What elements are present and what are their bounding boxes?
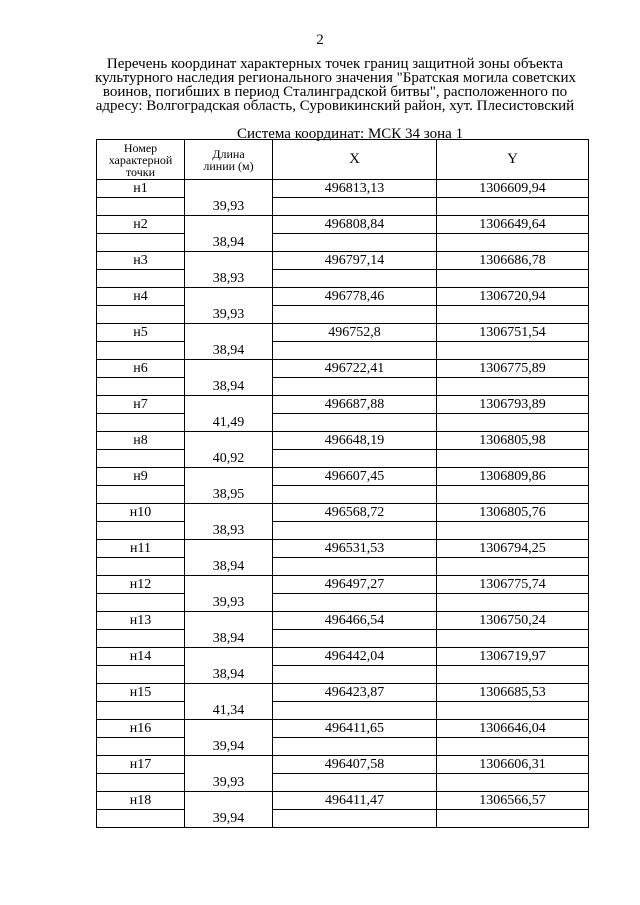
empty-cell: [185, 684, 273, 702]
empty-cell: [437, 522, 589, 540]
x-coordinate-cell: 496808,84: [273, 216, 437, 234]
x-coordinate-cell: 496813,13: [273, 180, 437, 198]
table-row: [97, 738, 589, 756]
y-coordinate-cell: 1306646,04: [437, 720, 589, 738]
title-line: культурного наследия регионального значения "Братская могила советских: [95, 70, 576, 86]
empty-cell: [437, 234, 589, 252]
table-row: [97, 594, 589, 612]
header-text: Номер: [123, 140, 158, 155]
empty-cell: [97, 414, 185, 432]
table-row: [97, 630, 589, 648]
table-row: [97, 702, 589, 720]
empty-cell: [437, 414, 589, 432]
y-coordinate-cell: 1306751,54: [437, 324, 589, 342]
point-number-cell: н8: [97, 432, 185, 450]
empty-cell: [185, 468, 273, 486]
table-row: [97, 252, 589, 270]
empty-cell: [273, 414, 437, 432]
empty-cell: [97, 630, 185, 648]
x-coordinate-cell: 496531,53: [273, 540, 437, 558]
header-x: X: [273, 140, 437, 180]
point-number-cell: н14: [97, 648, 185, 666]
line-length-cell: 41,34: [185, 702, 273, 720]
line-length-cell: 38,94: [185, 234, 273, 252]
line-length-cell: 39,93: [185, 594, 273, 612]
line-length-cell: 39,94: [185, 810, 273, 828]
line-length-cell: 38,94: [185, 378, 273, 396]
header-line-length: [185, 140, 273, 180]
empty-cell: [97, 450, 185, 468]
empty-cell: [437, 486, 589, 504]
table-row: [97, 432, 589, 450]
point-number-cell: н4: [97, 288, 185, 306]
empty-cell: [437, 270, 589, 288]
empty-cell: [273, 702, 437, 720]
table-row: [97, 756, 589, 774]
empty-cell: [273, 666, 437, 684]
empty-cell: [185, 612, 273, 630]
point-number-cell: н7: [97, 396, 185, 414]
x-coordinate-cell: 496752,8: [273, 324, 437, 342]
table-row: [97, 522, 589, 540]
x-coordinate-cell: 496797,14: [273, 252, 437, 270]
point-number-cell: н15: [97, 684, 185, 702]
empty-cell: [437, 810, 589, 828]
x-coordinate-cell: 496411,47: [273, 792, 437, 810]
point-number-cell: н13: [97, 612, 185, 630]
y-coordinate-cell: 1306794,25: [437, 540, 589, 558]
empty-cell: [437, 594, 589, 612]
header-text: характерной: [108, 152, 173, 167]
line-length-cell: 38,94: [185, 558, 273, 576]
coordinate-system-label: Система координат: МСК 34 зона 1: [237, 126, 464, 142]
point-number-cell: н9: [97, 468, 185, 486]
title-line: воинов, погибших в период Сталинградской битвы", расположенного по: [102, 84, 568, 100]
table-row: [97, 306, 589, 324]
empty-cell: [437, 198, 589, 216]
table-row: [97, 792, 589, 810]
empty-cell: [437, 378, 589, 396]
empty-cell: [185, 648, 273, 666]
line-length-cell: 41,49: [185, 414, 273, 432]
line-length-cell: 38,94: [185, 342, 273, 360]
empty-cell: [273, 558, 437, 576]
empty-cell: [273, 198, 437, 216]
empty-cell: [273, 450, 437, 468]
header-point-number: [97, 140, 185, 180]
table-row: [97, 648, 589, 666]
table-row: [97, 396, 589, 414]
empty-cell: [273, 522, 437, 540]
table-body: [97, 180, 589, 828]
table-row: [97, 342, 589, 360]
document-title: [95, 57, 575, 113]
empty-cell: [273, 270, 437, 288]
table-row: [97, 360, 589, 378]
x-coordinate-cell: 496778,46: [273, 288, 437, 306]
empty-cell: [185, 432, 273, 450]
empty-cell: [185, 576, 273, 594]
header-text: точки: [125, 164, 156, 179]
y-coordinate-cell: 1306775,74: [437, 576, 589, 594]
point-number-cell: н11: [97, 540, 185, 558]
empty-cell: [97, 594, 185, 612]
y-coordinate-cell: 1306685,53: [437, 684, 589, 702]
header-y: Y: [437, 140, 589, 180]
empty-cell: [437, 774, 589, 792]
y-coordinate-cell: 1306566,57: [437, 792, 589, 810]
empty-cell: [273, 594, 437, 612]
header-text: Длина: [212, 146, 245, 161]
empty-cell: [437, 342, 589, 360]
empty-cell: [437, 306, 589, 324]
y-coordinate-cell: 1306719,97: [437, 648, 589, 666]
empty-cell: [97, 198, 185, 216]
table-row: [97, 576, 589, 594]
table-row: [97, 684, 589, 702]
point-number-cell: н2: [97, 216, 185, 234]
empty-cell: [97, 810, 185, 828]
y-coordinate-cell: 1306720,94: [437, 288, 589, 306]
table-row: [97, 270, 589, 288]
x-coordinate-cell: 496466,54: [273, 612, 437, 630]
empty-cell: [185, 252, 273, 270]
y-coordinate-cell: 1306793,89: [437, 396, 589, 414]
empty-cell: [273, 738, 437, 756]
empty-cell: [185, 360, 273, 378]
point-number-cell: н3: [97, 252, 185, 270]
coordinates-table: [96, 139, 589, 828]
table-row: [97, 324, 589, 342]
table-header-row: [97, 140, 589, 180]
empty-cell: [273, 486, 437, 504]
point-number-cell: н18: [97, 792, 185, 810]
empty-cell: [97, 558, 185, 576]
table-row: [97, 540, 589, 558]
line-length-cell: 39,93: [185, 306, 273, 324]
x-coordinate-cell: 496442,04: [273, 648, 437, 666]
empty-cell: [185, 180, 273, 198]
x-coordinate-cell: 496568,72: [273, 504, 437, 522]
line-length-cell: 39,93: [185, 774, 273, 792]
y-coordinate-cell: 1306609,94: [437, 180, 589, 198]
y-coordinate-cell: 1306805,76: [437, 504, 589, 522]
title-line: Перечень координат характерных точек границ защитной зоны объекта: [106, 56, 564, 72]
x-coordinate-cell: 496497,27: [273, 576, 437, 594]
table-row: [97, 558, 589, 576]
x-coordinate-cell: 496648,19: [273, 432, 437, 450]
table-row: [97, 378, 589, 396]
header-text: линии (м): [203, 158, 254, 173]
empty-cell: [437, 738, 589, 756]
y-coordinate-cell: 1306805,98: [437, 432, 589, 450]
table-row: [97, 180, 589, 198]
empty-cell: [97, 234, 185, 252]
empty-cell: [437, 450, 589, 468]
empty-cell: [97, 342, 185, 360]
empty-cell: [97, 702, 185, 720]
point-number-cell: н10: [97, 504, 185, 522]
line-length-cell: 39,94: [185, 738, 273, 756]
empty-cell: [97, 774, 185, 792]
empty-cell: [437, 666, 589, 684]
empty-cell: [185, 792, 273, 810]
empty-cell: [97, 486, 185, 504]
line-length-cell: 38,93: [185, 270, 273, 288]
line-length-cell: 38,93: [185, 522, 273, 540]
empty-cell: [185, 540, 273, 558]
x-coordinate-cell: 496607,45: [273, 468, 437, 486]
table-row: [97, 612, 589, 630]
empty-cell: [273, 378, 437, 396]
line-length-cell: 38,94: [185, 630, 273, 648]
title-line: адресу: Волгоградская область, Суровикинский район, хут. Плесистовский: [95, 98, 575, 114]
table-row: [97, 666, 589, 684]
table-row: [97, 450, 589, 468]
empty-cell: [437, 558, 589, 576]
y-coordinate-cell: 1306750,24: [437, 612, 589, 630]
empty-cell: [273, 810, 437, 828]
table-row: [97, 486, 589, 504]
empty-cell: [185, 504, 273, 522]
empty-cell: [273, 306, 437, 324]
line-length-cell: 38,95: [185, 486, 273, 504]
y-coordinate-cell: 1306686,78: [437, 252, 589, 270]
x-coordinate-cell: 496407,58: [273, 756, 437, 774]
table-row: [97, 216, 589, 234]
empty-cell: [185, 288, 273, 306]
y-coordinate-cell: 1306649,64: [437, 216, 589, 234]
table-row: [97, 720, 589, 738]
empty-cell: [185, 324, 273, 342]
x-coordinate-cell: 496411,65: [273, 720, 437, 738]
point-number-cell: н1: [97, 180, 185, 198]
page-number: 2: [316, 32, 324, 48]
empty-cell: [185, 756, 273, 774]
empty-cell: [273, 630, 437, 648]
empty-cell: [97, 666, 185, 684]
table-row: [97, 774, 589, 792]
point-number-cell: н6: [97, 360, 185, 378]
x-coordinate-cell: 496687,88: [273, 396, 437, 414]
empty-cell: [97, 738, 185, 756]
y-coordinate-cell: 1306809,86: [437, 468, 589, 486]
table-row: [97, 810, 589, 828]
empty-cell: [273, 774, 437, 792]
empty-cell: [97, 306, 185, 324]
empty-cell: [185, 720, 273, 738]
empty-cell: [97, 522, 185, 540]
table-row: [97, 234, 589, 252]
empty-cell: [437, 702, 589, 720]
x-coordinate-cell: 496423,87: [273, 684, 437, 702]
point-number-cell: н17: [97, 756, 185, 774]
empty-cell: [97, 270, 185, 288]
empty-cell: [185, 396, 273, 414]
empty-cell: [97, 378, 185, 396]
empty-cell: [273, 342, 437, 360]
table-row: [97, 504, 589, 522]
point-number-cell: н5: [97, 324, 185, 342]
table-row: [97, 288, 589, 306]
table-row: [97, 414, 589, 432]
line-length-cell: 39,93: [185, 198, 273, 216]
y-coordinate-cell: 1306606,31: [437, 756, 589, 774]
empty-cell: [273, 234, 437, 252]
x-coordinate-cell: 496722,41: [273, 360, 437, 378]
line-length-cell: 40,92: [185, 450, 273, 468]
y-coordinate-cell: 1306775,89: [437, 360, 589, 378]
empty-cell: [437, 630, 589, 648]
table-row: [97, 198, 589, 216]
line-length-cell: 38,94: [185, 666, 273, 684]
point-number-cell: н12: [97, 576, 185, 594]
empty-cell: [185, 216, 273, 234]
table-row: [97, 468, 589, 486]
point-number-cell: н16: [97, 720, 185, 738]
